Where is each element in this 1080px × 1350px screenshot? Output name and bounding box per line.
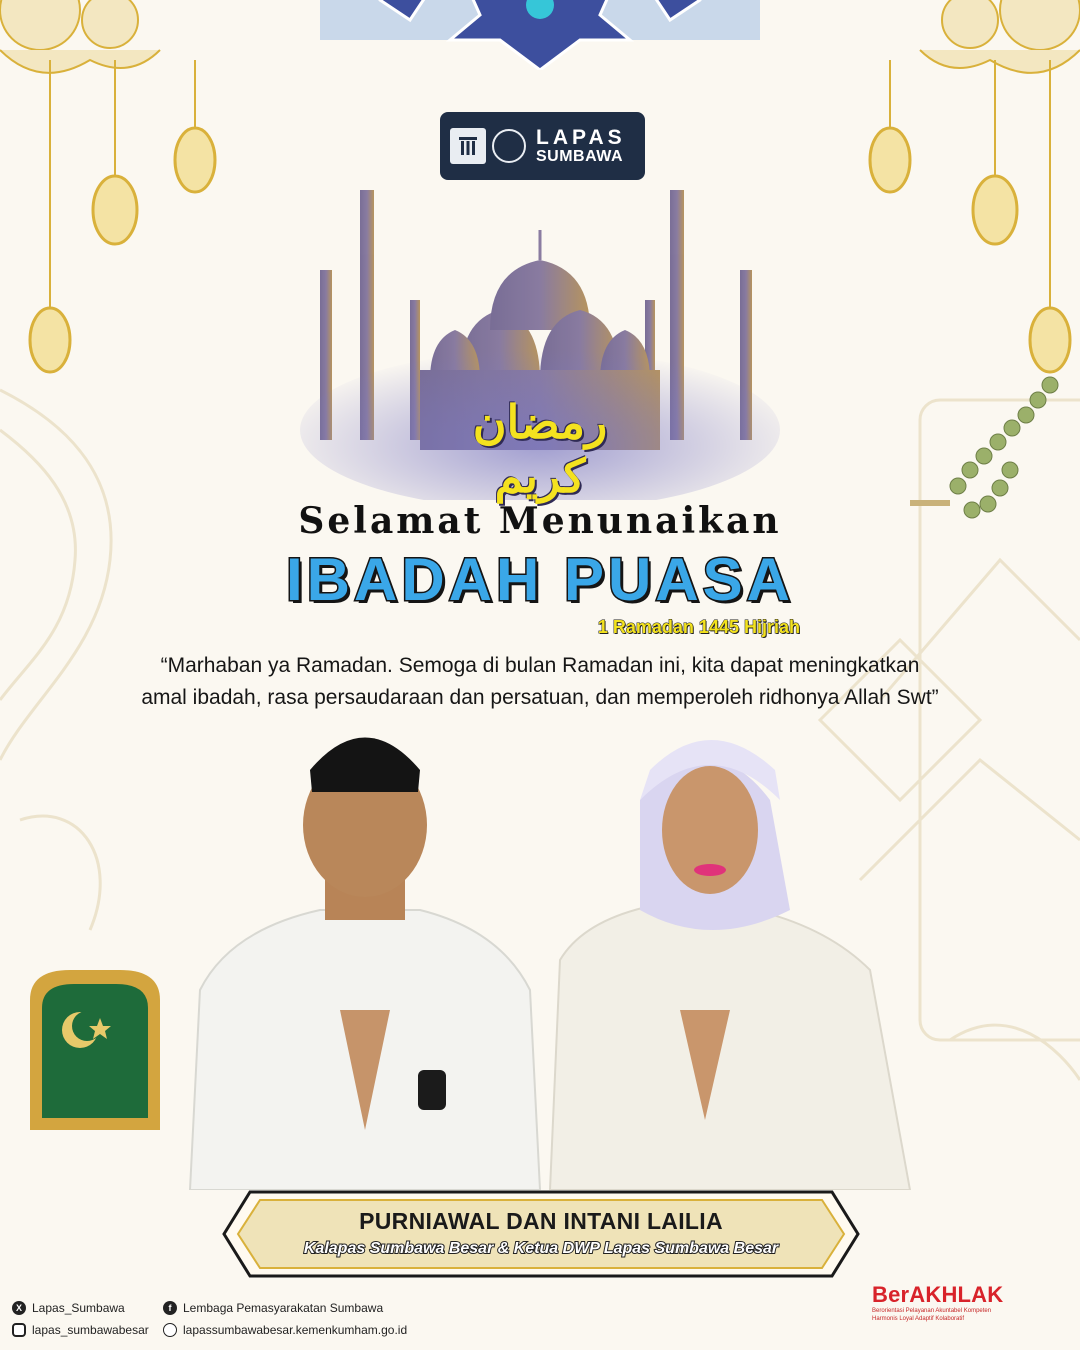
social-handle: lapassumbawabesar.kemenkumham.go.id	[183, 1323, 408, 1337]
ramadan-kareem-calligraphy: رمضان كريم	[472, 395, 608, 503]
social-item-instagram[interactable]	[12, 1319, 149, 1341]
berakhlak-sub-1: Berorientasi Pelayanan Akuntabel Kompeten	[872, 1308, 992, 1314]
social-column-left	[12, 1297, 149, 1341]
top-star-ornament	[320, 0, 760, 70]
x-icon: X	[12, 1301, 26, 1315]
man-figure	[190, 738, 540, 1191]
lantern-icon	[165, 60, 225, 200]
lantern-icon	[85, 60, 145, 250]
facebook-icon: f	[163, 1301, 177, 1315]
lantern-icon	[20, 60, 80, 380]
social-handle: lapas_sumbawabesar	[32, 1323, 149, 1337]
names-text: PURNIAWAL DAN INTANI LAILIA	[359, 1208, 723, 1234]
lapas-logo	[440, 112, 645, 180]
woman-figure	[550, 740, 910, 1190]
greeting-line-1: Selamat Menunaikan	[298, 500, 782, 542]
social-item-x[interactable]	[12, 1297, 149, 1319]
crescent-badge-icon	[10, 960, 180, 1140]
berakhlak-sub-2: Harmonis Loyal Adaptif Kolaboratif	[872, 1315, 965, 1322]
social-handle: Lembaga Pemasyarakatan Sumbawa	[183, 1301, 384, 1315]
quote-text	[90, 650, 990, 713]
lantern-icon	[1020, 60, 1080, 380]
greeting-title: IBADAH PUASA	[285, 546, 795, 613]
quote-line-2: amal ibadah, rasa persaudaraan dan persatuan, dan memperoleh ridhonya Allah Swt”	[141, 685, 939, 709]
social-item-website[interactable]	[163, 1319, 407, 1341]
social-item-facebook[interactable]	[163, 1297, 407, 1319]
social-column-right	[163, 1297, 407, 1341]
couple-photo	[170, 710, 930, 1190]
lantern-icon	[860, 60, 920, 200]
quote-line-1: “Marhaban ya Ramadan. Semoga di bulan Ramadan ini, kita dapat meningkatkan	[160, 654, 920, 677]
social-handle: Lapas_Sumbawa	[32, 1301, 125, 1315]
instagram-icon	[12, 1323, 26, 1337]
logo-line-2: SUMBAWA	[536, 147, 624, 165]
name-plate	[220, 1188, 862, 1280]
seal-icon	[492, 129, 526, 163]
globe-icon	[163, 1323, 177, 1337]
role-text: Kalapas Sumbawa Besar & Ketua DWP Lapas Sumbawa Besar	[303, 1240, 779, 1257]
logo-line-1: LAPAS	[536, 125, 626, 149]
ministry-emblem-icon	[450, 128, 486, 164]
berakhlak-logo	[872, 1282, 1052, 1323]
hijri-date: 1 Ramadan 1445 Hijriah	[597, 617, 800, 637]
lantern-icon	[965, 60, 1025, 250]
berakhlak-title: BerAKHLAK	[872, 1282, 1004, 1307]
